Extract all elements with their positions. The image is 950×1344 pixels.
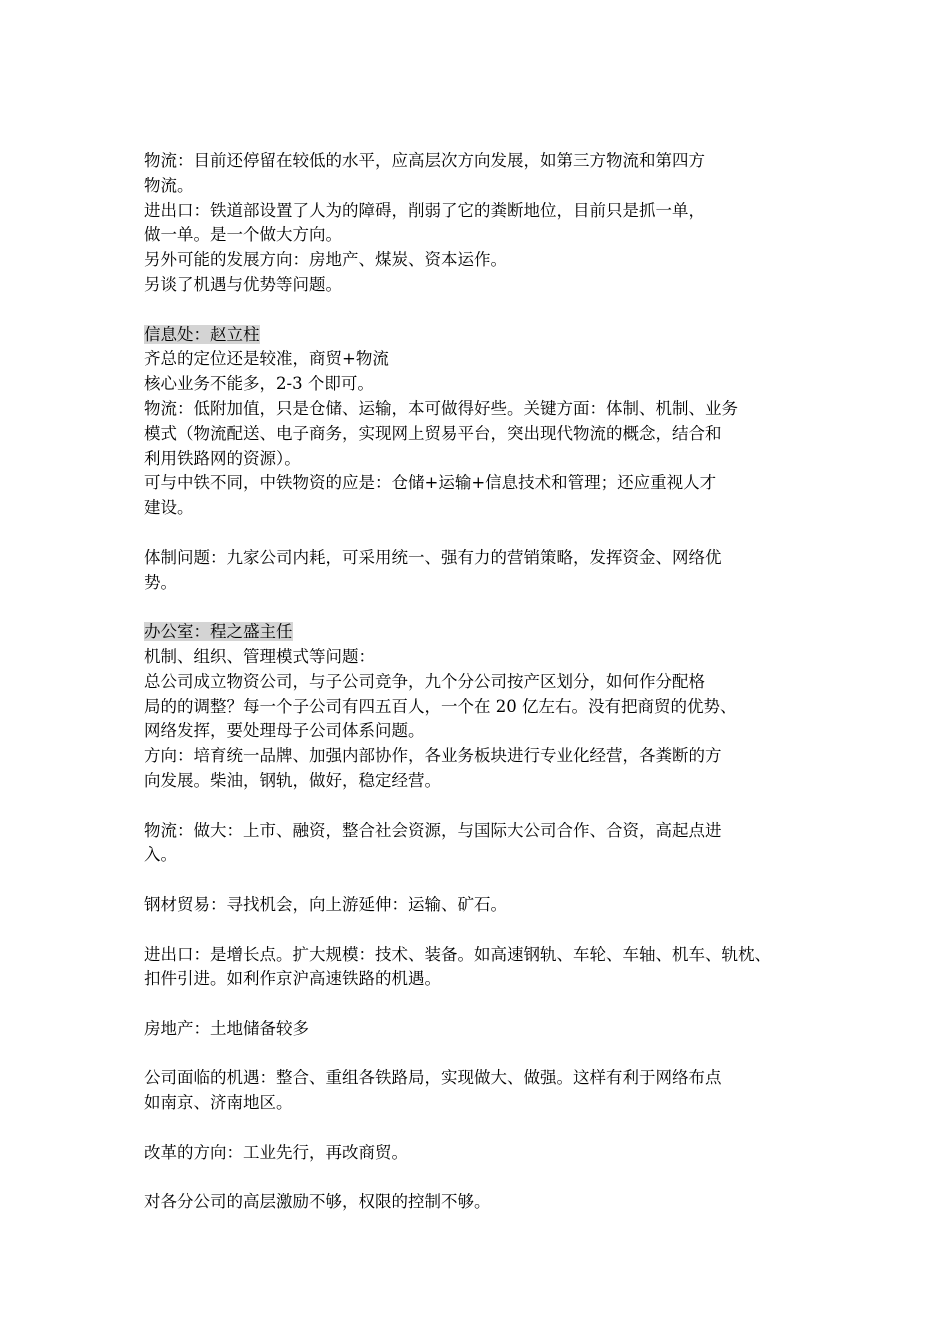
paragraph-spacer [144,1116,816,1141]
text-line: 进出口：铁道部设置了人为的障碍，削弱了它的粪断地位，目前只是抓一单， [144,200,705,220]
section-general-office [144,620,816,1215]
text-line: 另外可能的发展方向：房地产、煤炭、资本运作。 [144,250,507,270]
text-line: 可与中铁不同，中铁物资的应是：仓储+运输+信息技术和管理；还应重视人才 [144,473,717,493]
text-line: 局的的调整？每一个子公司有四五百人，一个在 20 亿左右。没有把商贸的优势、 [144,696,737,716]
section-information-office [144,323,816,596]
paragraph-spacer [144,521,816,546]
paragraph-spacer [144,868,816,893]
text-line: 向发展。柴油，钢轨，做好，稳定经营。 [144,770,441,790]
text-line: 入。 [144,845,177,865]
text-line: 物流：低附加值，只是仓储、运输，本可做得好些。关键方面：体制、机制、业务 [144,398,738,418]
section-heading-general-office: 办公室：程之盛主任 [144,622,293,642]
text-line: 物流：做大：上市、融资，整合社会资源，与国际大公司合作、合资，高起点进 [144,820,722,840]
text-line: 方向：培育统一品牌、加强内部协作，各业务板块进行专业化经营，各粪断的方 [144,746,722,766]
text-line: 扣件引进。如利作京沪高速铁路的机遇。 [144,969,441,989]
section-logistics-import [144,149,816,298]
text-line: 对各分公司的高层激励不够，权限的控制不够。 [144,1192,491,1212]
text-line: 做一单。是一个做大方向。 [144,225,342,245]
text-line: 体制问题：九家公司内耗，可采用统一、强有力的营销策略，发挥资金、网络优 [144,547,722,567]
text-line: 物流。 [144,175,194,195]
paragraph-spacer [144,298,816,323]
text-line: 如南京、济南地区。 [144,1093,293,1113]
text-line: 利用铁路网的资源）。 [144,448,301,468]
text-line: 公司面临的机遇：整合、重组各铁路局，实现做大、做强。这样有利于网络布点 [144,1068,722,1088]
text-line: 另谈了机遇与优势等问题。 [144,274,342,294]
paragraph-spacer [144,918,816,943]
text-line: 改革的方向：工业先行，再改商贸。 [144,1142,408,1162]
text-line: 物流：目前还停留在较低的水平，应高层次方向发展，如第三方物流和第四方 [144,151,705,170]
text-line: 建设。 [144,498,194,518]
text-line: 模式（物流配送、电子商务，实现网上贸易平台，突出现代物流的概念，结合和 [144,423,722,443]
paragraph-spacer [144,1166,816,1191]
text-line: 进出口：是增长点。扩大规模：技术、装备。如高速钢轨、车轮、车轴、机车、轨枕、 [144,944,771,964]
paragraph-spacer [144,794,816,819]
document-body [144,149,816,1215]
text-line: 机制、组织、管理模式等问题： [144,646,375,666]
text-line: 房地产：土地储备较多 [144,1018,309,1038]
paragraph-spacer [144,992,816,1017]
text-line: 势。 [144,572,177,592]
text-line: 总公司成立物资公司，与子公司竞争，九个分公司按产区划分，如何作分配格 [144,671,705,691]
text-line: 核心业务不能多，2-3 个即可。 [144,374,374,394]
text-line: 钢材贸易：寻找机会，向上游延伸：运输、矿石。 [144,894,507,914]
paragraph-spacer [144,595,816,620]
text-line: 齐总的定位还是较准，商贸+物流 [144,349,389,369]
paragraph-spacer [144,1042,816,1067]
text-line: 网络发挥，要处理母子公司体系问题。 [144,721,425,741]
section-heading-information-office: 信息处：赵立柱 [144,324,260,344]
